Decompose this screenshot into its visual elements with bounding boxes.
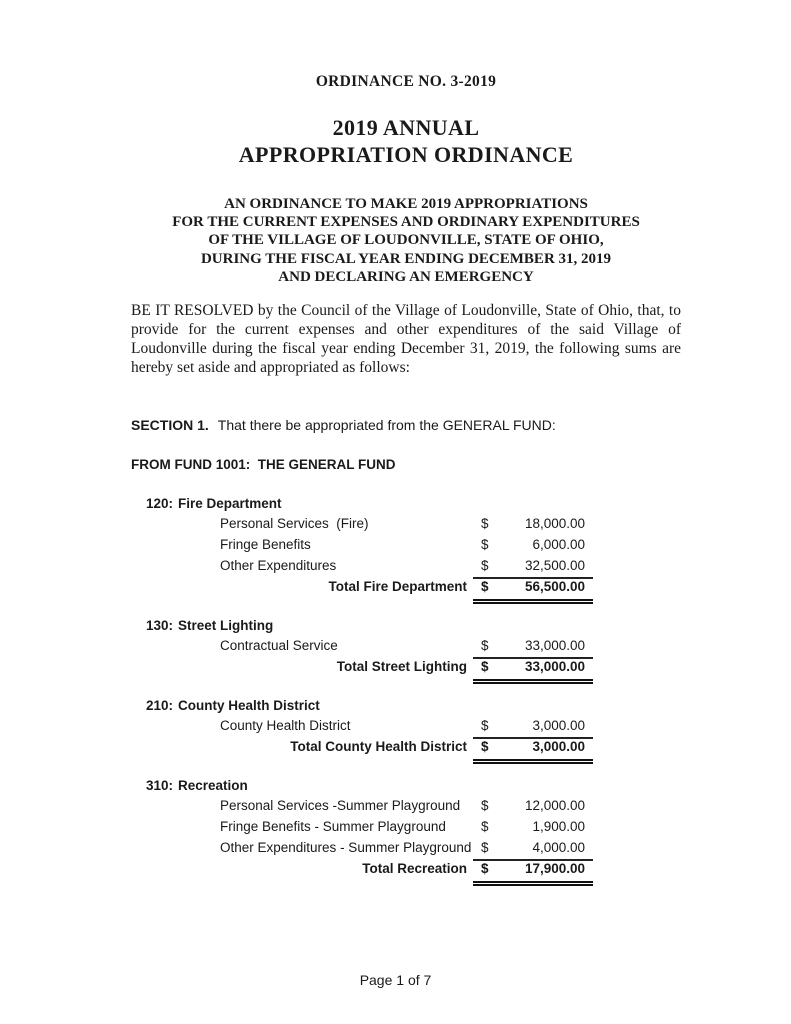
line-item-amount: 18,000.00 bbox=[524, 516, 585, 532]
line-item-label: Other Expenditures bbox=[220, 558, 337, 574]
document-subtitle bbox=[131, 195, 681, 286]
line-item-label: Personal Services (Fire) bbox=[220, 516, 369, 532]
department-block-fire bbox=[146, 493, 593, 598]
currency-symbol: $ bbox=[481, 718, 489, 734]
line-item-row bbox=[146, 838, 593, 859]
subtitle-line: OF THE VILLAGE OF LOUDONVILLE, STATE OF OHIO, bbox=[208, 232, 604, 249]
subtitle-line: AND DECLARING AN EMERGENCY bbox=[278, 268, 534, 285]
currency-symbol: $ bbox=[481, 516, 489, 532]
department-name: Fire Department bbox=[178, 496, 282, 512]
line-item-amount-group bbox=[473, 535, 593, 556]
subtitle-line: AN ORDINANCE TO MAKE 2019 APPROPRIATIONS bbox=[224, 196, 588, 212]
line-item-amount: 1,900.00 bbox=[532, 819, 585, 835]
line-item-row bbox=[146, 556, 593, 577]
line-item-row bbox=[146, 716, 593, 737]
currency-symbol: $ bbox=[481, 558, 489, 574]
subtitle-line: FOR THE CURRENT EXPENSES AND ORDINARY EXPENDITURES bbox=[172, 214, 640, 231]
line-item-label: Contractual Service bbox=[220, 638, 338, 654]
total-row bbox=[146, 737, 593, 758]
line-item-amount-group bbox=[473, 716, 593, 739]
line-item-amount: 33,000.00 bbox=[524, 638, 585, 654]
line-item-row bbox=[146, 796, 593, 817]
section-1-label: SECTION 1. bbox=[131, 417, 209, 434]
total-label: Total Recreation bbox=[362, 861, 467, 877]
department-heading bbox=[146, 493, 593, 514]
line-item-label: County Health District bbox=[220, 718, 351, 734]
subtitle-line: DURING THE FISCAL YEAR ENDING DECEMBER 31, 2019 bbox=[200, 250, 612, 267]
total-row bbox=[146, 657, 593, 678]
line-item-amount-group bbox=[473, 636, 593, 659]
total-label: Total County Health District bbox=[290, 739, 467, 755]
department-name: Street Lighting bbox=[178, 618, 274, 634]
total-row bbox=[146, 577, 593, 598]
currency-symbol: $ bbox=[481, 659, 489, 675]
currency-symbol: $ bbox=[481, 861, 489, 877]
line-item-amount: 3,000.00 bbox=[532, 718, 585, 734]
currency-symbol: $ bbox=[481, 739, 489, 755]
section-1-text: That there be appropriated from the GENERAL FUND: bbox=[217, 417, 556, 434]
department-heading bbox=[146, 695, 593, 716]
section-1-line bbox=[131, 417, 791, 433]
total-amount: 17,900.00 bbox=[524, 861, 585, 877]
total-amount: 33,000.00 bbox=[524, 659, 585, 675]
currency-symbol: $ bbox=[481, 798, 489, 814]
department-name: County Health District bbox=[178, 698, 320, 714]
document-header bbox=[131, 0, 681, 377]
line-item-amount-group bbox=[473, 514, 593, 535]
document-title-line1: 2019 ANNUAL bbox=[332, 115, 480, 140]
department-code: 210: bbox=[146, 698, 174, 714]
department-code: 310: bbox=[146, 778, 174, 794]
total-amount-group bbox=[473, 657, 593, 684]
total-label: Total Fire Department bbox=[328, 579, 467, 595]
line-item-amount-group bbox=[473, 817, 593, 838]
line-item-label: Fringe Benefits - Summer Playground bbox=[220, 819, 446, 835]
department-code: 130: bbox=[146, 618, 174, 634]
department-code: 120: bbox=[146, 496, 174, 512]
line-item-amount-group bbox=[473, 556, 593, 579]
line-item-amount: 32,500.00 bbox=[524, 558, 585, 574]
department-name: Recreation bbox=[178, 778, 248, 794]
department-heading bbox=[146, 775, 593, 796]
currency-symbol: $ bbox=[481, 840, 489, 856]
total-amount: 56,500.00 bbox=[524, 579, 585, 595]
total-label: Total Street Lighting bbox=[336, 659, 467, 675]
department-block-recreation bbox=[146, 775, 593, 880]
line-item-label: Fringe Benefits bbox=[220, 537, 311, 553]
line-item-amount: 12,000.00 bbox=[524, 798, 585, 814]
line-item-row bbox=[146, 535, 593, 556]
total-amount-group bbox=[473, 859, 593, 886]
line-item-amount: 4,000.00 bbox=[532, 840, 585, 856]
line-item-amount-group bbox=[473, 838, 593, 861]
document-title-line2: APPROPRIATION ORDINANCE bbox=[238, 142, 574, 167]
line-item-row bbox=[146, 817, 593, 838]
line-item-label: Personal Services -Summer Playground bbox=[220, 798, 461, 814]
currency-symbol: $ bbox=[481, 638, 489, 654]
total-amount: 3,000.00 bbox=[532, 739, 585, 755]
fund-heading: FROM FUND 1001: THE GENERAL FUND bbox=[131, 457, 396, 473]
resolution-paragraph: BE IT RESOLVED by the Council of the Village of Loudonville, State of Ohio, that, to provide for the current expenses and other expenditures of the said Village of Loudonville during the fiscal year ending December 31, 2019, the following sums are hereby set aside and appropriated as follows: bbox=[131, 302, 681, 377]
line-item-row bbox=[146, 636, 593, 657]
total-amount-group bbox=[473, 737, 593, 764]
department-heading bbox=[146, 615, 593, 636]
total-row bbox=[146, 859, 593, 880]
line-item-row bbox=[146, 514, 593, 535]
currency-symbol: $ bbox=[481, 579, 489, 595]
page-number: Page 1 of 7 bbox=[359, 972, 432, 988]
currency-symbol: $ bbox=[481, 537, 489, 553]
line-item-amount: 6,000.00 bbox=[532, 537, 585, 553]
line-item-label: Other Expenditures - Summer Playground bbox=[220, 840, 472, 856]
total-amount-group bbox=[473, 577, 593, 604]
document-title bbox=[131, 114, 681, 168]
currency-symbol: $ bbox=[481, 819, 489, 835]
department-block-street-lighting bbox=[146, 615, 593, 678]
ordinance-number: ORDINANCE NO. 3-2019 bbox=[315, 73, 497, 90]
line-item-amount-group bbox=[473, 796, 593, 817]
department-block-county-health bbox=[146, 695, 593, 758]
